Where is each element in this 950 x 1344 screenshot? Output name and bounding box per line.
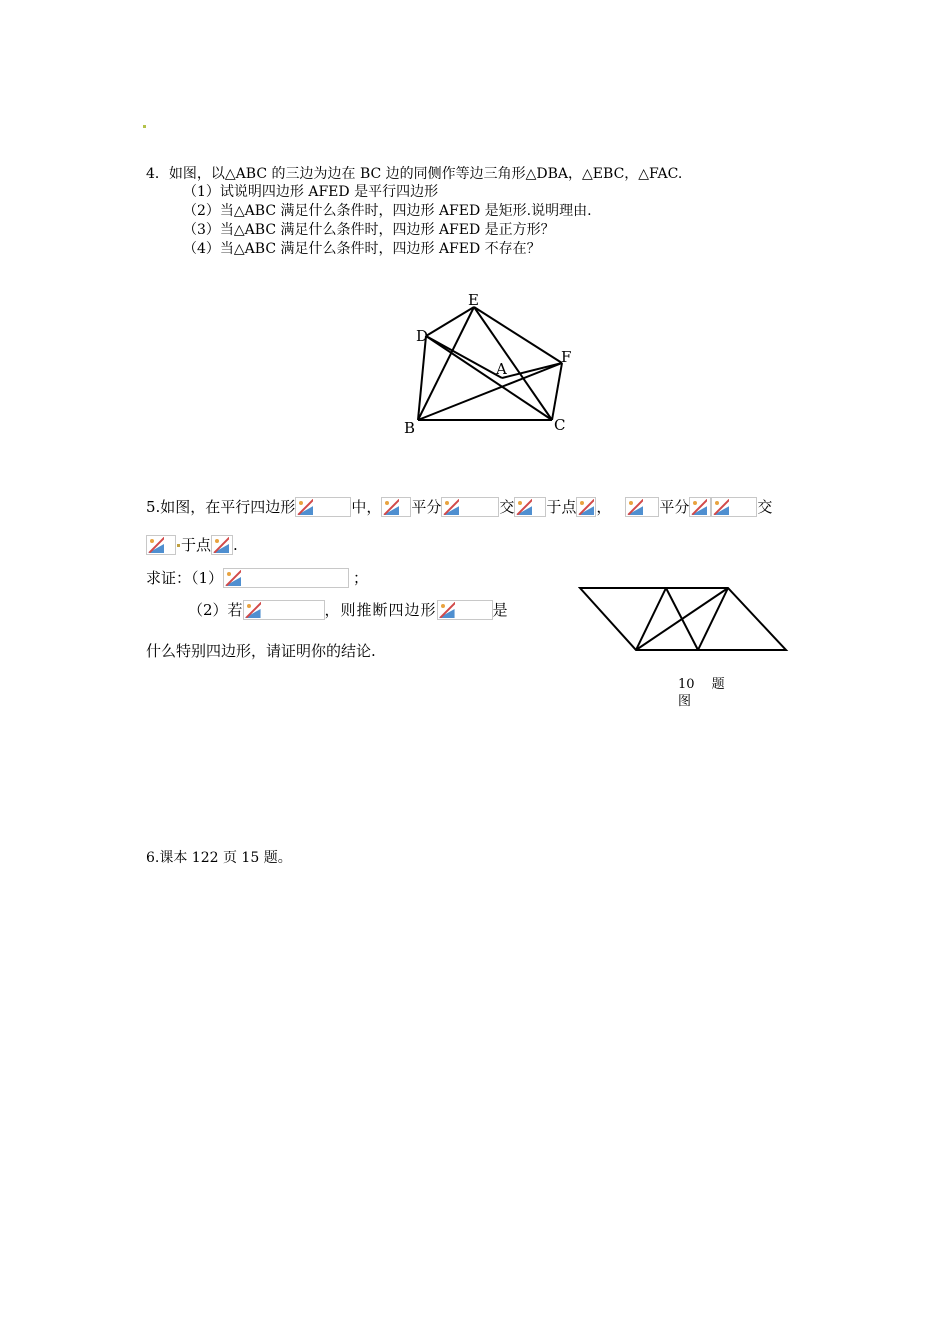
figure-caption: 图 xyxy=(678,694,692,709)
broken-image-icon xyxy=(297,499,313,515)
broken-image-icon xyxy=(713,499,729,515)
figure-caption: 10 题 xyxy=(678,677,725,692)
q5-text: 求证：（1） xyxy=(146,569,224,587)
q5-line-3 xyxy=(146,566,368,590)
broken-image-icon xyxy=(245,602,261,618)
edge-fc xyxy=(552,363,562,420)
segment xyxy=(636,588,728,650)
q5-figure xyxy=(578,585,790,655)
image-placeholder xyxy=(576,497,596,517)
image-placeholder xyxy=(381,497,411,517)
q5-text: 交 xyxy=(757,498,773,516)
image-placeholder xyxy=(146,535,176,555)
label-f: F xyxy=(561,348,572,366)
label-e: E xyxy=(468,291,479,309)
q5-text: ， xyxy=(596,498,612,516)
edge-da xyxy=(426,336,502,378)
image-placeholder xyxy=(625,497,659,517)
image-placeholder xyxy=(437,600,493,620)
broken-image-icon xyxy=(627,499,643,515)
q4-part-1: （1）试说明四边形 AFED 是平行四边形 xyxy=(183,184,439,200)
q5-text: 于点 xyxy=(181,536,212,554)
q6-text: 6.课本 122 页 15 题。 xyxy=(146,850,292,866)
edge-ef xyxy=(474,307,562,363)
broken-image-icon xyxy=(439,602,455,618)
q5-text: 平分 xyxy=(411,498,442,516)
q5-text: 5.如图，在平行四边形 xyxy=(146,498,296,516)
edge-dc xyxy=(426,336,552,420)
q5-text: 是 xyxy=(492,601,508,619)
q4-part-4: （4）当△ABC 满足什么条件时，四边形 AFED 不存在？ xyxy=(183,241,541,257)
q5-text: 中， xyxy=(351,498,382,516)
broken-image-icon xyxy=(443,499,459,515)
image-placeholder xyxy=(514,497,546,517)
broken-image-icon xyxy=(148,537,164,553)
decorative-dot xyxy=(177,544,180,547)
q5-line-4 xyxy=(188,598,508,622)
q5-line-5 xyxy=(146,639,376,663)
image-placeholder xyxy=(295,497,351,517)
label-a: A xyxy=(496,360,507,378)
broken-image-icon xyxy=(213,537,229,553)
decorative-dot xyxy=(143,125,146,128)
label-d: D xyxy=(416,327,429,345)
broken-image-icon xyxy=(516,499,532,515)
q5-text: 于点 xyxy=(546,498,577,516)
q4-stem: 4．如图，以△ABC 的三边为边在 BC 边的同侧作等边三角形△DBA，△EBC，△FAC. xyxy=(146,166,683,182)
q4-part-2: （2）当△ABC 满足什么条件时，四边形 AFED 是矩形.说明理由. xyxy=(183,203,592,219)
label-b: B xyxy=(404,419,416,437)
image-placeholder xyxy=(211,535,233,555)
q5-text: （2）若 xyxy=(188,601,243,619)
q5-text: ，则推断四边形 xyxy=(324,601,437,619)
image-placeholder xyxy=(441,497,499,517)
image-placeholder xyxy=(243,600,325,620)
q5-line-1 xyxy=(146,495,772,519)
q5-text: . xyxy=(233,536,238,554)
image-placeholder xyxy=(689,497,711,517)
image-placeholder xyxy=(711,497,757,517)
q4-part-3: （3）当△ABC 满足什么条件时，四边形 AFED 是正方形？ xyxy=(183,222,555,238)
broken-image-icon xyxy=(691,499,707,515)
image-placeholder xyxy=(223,568,349,588)
q5-text: 平分 xyxy=(659,498,690,516)
q5-line-2 xyxy=(146,533,238,557)
edge-ec xyxy=(474,307,552,420)
q5-text: ； xyxy=(353,569,369,587)
q5-text: 交 xyxy=(499,498,515,516)
broken-image-icon xyxy=(225,570,241,586)
broken-image-icon xyxy=(578,499,594,515)
broken-image-icon xyxy=(383,499,399,515)
q5-text: 什么特别四边形，请证明你的结论. xyxy=(146,642,376,660)
q4-figure xyxy=(400,288,580,438)
label-c: C xyxy=(554,416,566,434)
